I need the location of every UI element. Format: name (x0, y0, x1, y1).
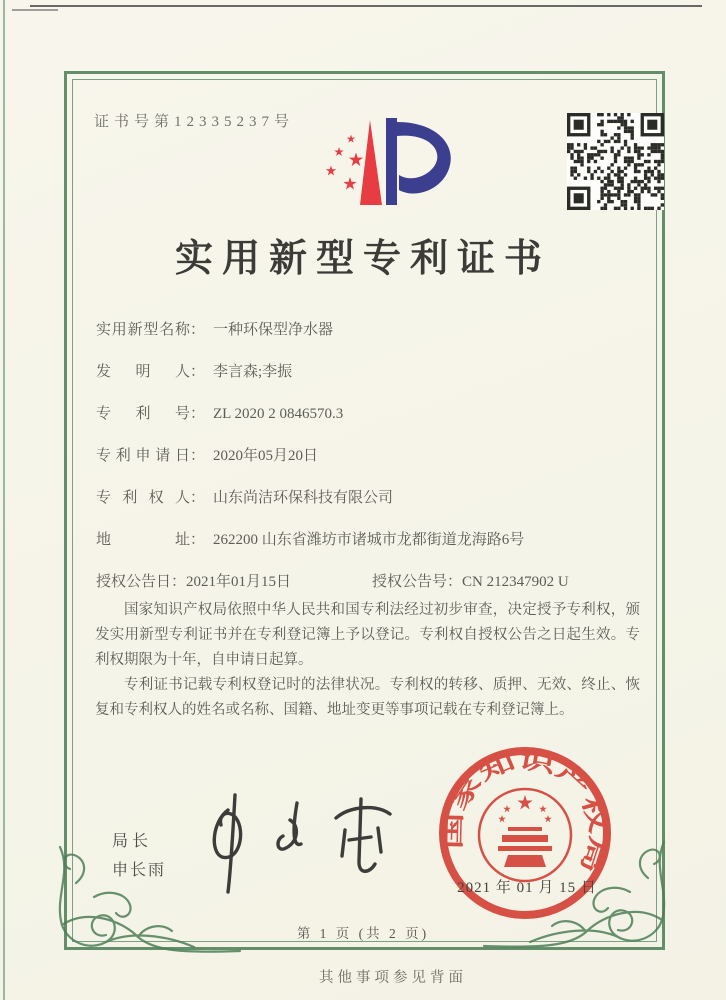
certificate-title: 实用新型专利证书 (174, 238, 551, 280)
field-value: ZL 2020 2 0846570.3 (213, 406, 344, 422)
grant-date (96, 570, 291, 591)
field-value: 一种环保型净水器 (213, 322, 334, 338)
legal-paragraph-2: 专利证书记载专利权登记时的法律状况。专利权的转移、质押、无效、终止、恢复和专利权人的姓名或名称、国籍、地址变更等事项记载在专利登记簿上。 (95, 677, 640, 718)
field-row-filing-date (96, 444, 318, 465)
field-label: 实用新型名称 (96, 322, 190, 338)
back-note: 其他事项参见背面 (319, 970, 467, 986)
field-label: 专利申请日 (96, 448, 190, 464)
colon: ： (190, 490, 206, 506)
field-value: 李言森;李振 (213, 364, 293, 380)
field-label: 专利权人 (96, 490, 190, 506)
official-seal (430, 745, 620, 930)
cnipa-logo (298, 110, 463, 215)
legal-text (95, 598, 640, 723)
field-row-address (96, 528, 524, 549)
field-label: 地址 (96, 532, 190, 548)
colon: ： (190, 322, 206, 338)
logo-blue-p (386, 118, 451, 205)
field-label: 发明人 (96, 364, 190, 380)
field-value: 山东尚洁环保科技有限公司 (213, 490, 394, 506)
colon: ： (190, 532, 206, 548)
colon: ： (190, 406, 206, 422)
field-label: 专利号 (96, 406, 190, 422)
certificate-number: 证书号第12335237号 (94, 114, 295, 130)
logo-stars (326, 135, 363, 190)
seal-date: 2021 年 01 月 15 日 (457, 880, 597, 896)
logo-red-wedge (360, 120, 382, 205)
legal-paragraph-1: 国家知识产权局依照中华人民共和国专利法经过初步审查，决定授予专利权，颁发实用新型专利证书并在专利登记簿上予以登记。专利权自授权公告之日起生效。专利权期限为十年，自申请日起算。 (95, 602, 640, 668)
qr-code (567, 113, 664, 210)
colon: ： (190, 448, 206, 464)
grant-date-label: 授权公告日 (96, 574, 172, 590)
field-row-name (96, 318, 333, 339)
page-number: 第 1 页 (共 2 页) (296, 926, 430, 941)
national-emblem (479, 789, 571, 881)
field-row-patent-no (96, 402, 343, 423)
colon: ： (171, 574, 187, 590)
grant-date-value: 2021年01月15日 (186, 574, 292, 590)
field-value: 262200 山东省潍坊市诸城市龙都街道龙海路6号 (213, 532, 525, 548)
scan-edge-artifact-left (3, 0, 5, 1000)
scan-edge-artifact-dash (12, 9, 58, 11)
grant-number-label: 授权公告号 (372, 574, 448, 590)
commissioner-title: 局长 (112, 833, 153, 850)
field-row-inventor (96, 360, 292, 381)
field-row-patentee (96, 486, 393, 507)
colon: ： (447, 574, 463, 590)
grant-number (372, 570, 569, 591)
field-value: 2020年05月20日 (213, 448, 319, 464)
colon: ： (190, 364, 206, 380)
grant-number-value: CN 212347902 U (462, 574, 569, 590)
commissioner-signature (198, 790, 408, 895)
seal-ring-text: 国家知识产权局 (440, 747, 611, 864)
commissioner-name: 申长雨 (112, 862, 167, 879)
scan-edge-artifact-top (30, 5, 702, 7)
